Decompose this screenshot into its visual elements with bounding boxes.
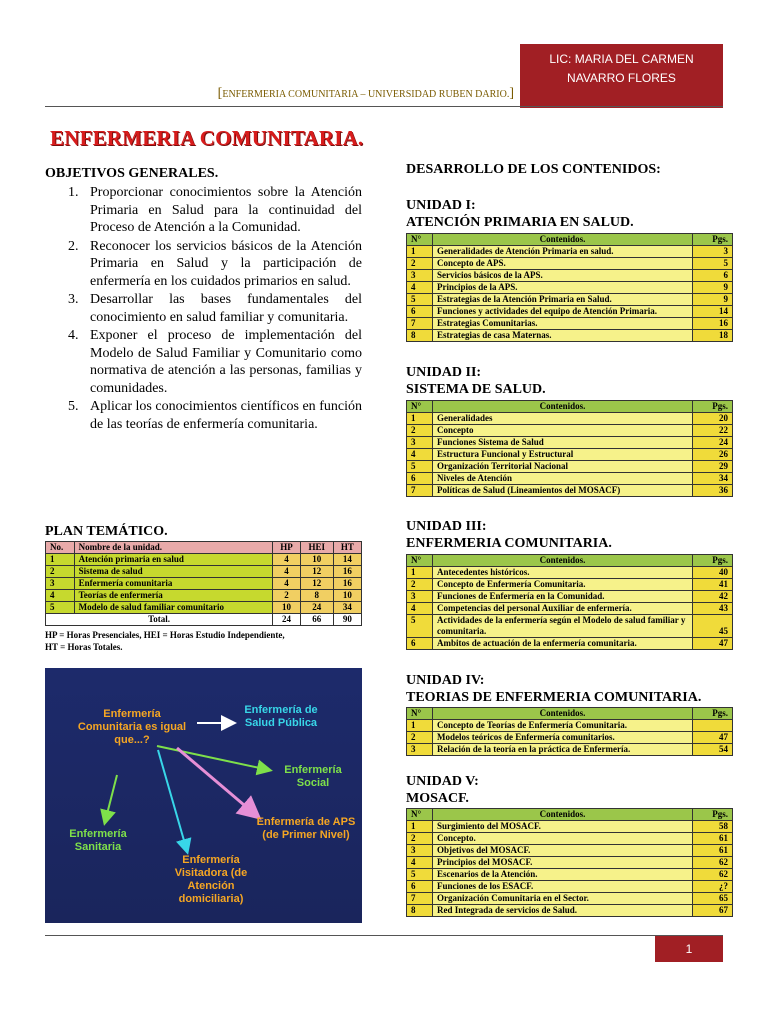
unit-row-pgs: 34 [693, 473, 733, 485]
unit-row-num: 1 [407, 246, 433, 258]
unit-header-num: N° [407, 234, 433, 246]
unit-row-num: 5 [407, 869, 433, 881]
plan-cell: Sistema de salud [74, 566, 273, 578]
unit-row [407, 905, 733, 917]
unit-row-content: Generalidades [433, 413, 693, 425]
plan-cell: 4 [273, 578, 301, 590]
unit-row [407, 720, 733, 732]
unit-row-num: 7 [407, 893, 433, 905]
unit-row-num: 2 [407, 579, 433, 591]
objective-text: Aplicar los conocimientos científicos en función de las teorías de enfermería comunitaria. [90, 399, 362, 432]
unit-row-num: 6 [407, 473, 433, 485]
unit-title [406, 364, 546, 398]
unit-label: UNIDAD I: [406, 198, 476, 213]
unit-row-num: 4 [407, 857, 433, 869]
unit-row-pgs: 18 [693, 330, 733, 342]
plan-header-cell: HP [273, 542, 301, 554]
diagram-salud-publica-label: Enfermería de Salud Pública [244, 704, 318, 729]
unit-row-content: Concepto de Teorías de Enfermería Comunitaria. [433, 720, 693, 732]
unit-label: UNIDAD V: [406, 774, 479, 789]
unit-name: ENFERMERIA COMUNITARIA. [406, 536, 612, 551]
page-title: ENFERMERIA COMUNITARIA. [50, 126, 364, 150]
plan-total-cell: 90 [333, 614, 361, 626]
unit-header-num: N° [407, 555, 433, 567]
unit-header-content: Contenidos. [433, 809, 693, 821]
contents-heading: DESARROLLO DE LOS CONTENIDOS: [406, 162, 661, 177]
plan-row [46, 566, 362, 578]
unit-row-content: Estrategias Comunitarias. [433, 318, 693, 330]
unit-header-pgs: Pgs. [693, 234, 733, 246]
plan-total-cell: 24 [273, 614, 301, 626]
plan-cell: 5 [46, 602, 75, 614]
objective-number: 3. [68, 292, 79, 307]
unit-row-content: Modelos teóricos de Enfermería comunitarios. [433, 732, 693, 744]
plan-row [46, 590, 362, 602]
unit-row-num: 7 [407, 485, 433, 497]
unit-label: UNIDAD IV: [406, 673, 485, 688]
unit-header-num: N° [407, 708, 433, 720]
plan-cell: 16 [333, 566, 361, 578]
unit-table [406, 233, 733, 342]
unit-name: SISTEMA DE SALUD. [406, 382, 546, 397]
plan-header-cell: HT [333, 542, 361, 554]
plan-cell: 12 [300, 578, 333, 590]
unit-row [407, 485, 733, 497]
plan-header-cell: No. [46, 542, 75, 554]
unit-row-pgs: 16 [693, 318, 733, 330]
objective-text: Reconocer los servicios básicos de la Atención Primaria en Salud y la participación de enfermería en los cuidados primarios en salud. [90, 238, 362, 289]
diagram-visitadora-label: Enfermería Visitadora (de Atención domiciliaria) [174, 854, 248, 905]
unit-row-num: 7 [407, 318, 433, 330]
unit-row [407, 567, 733, 579]
unit-row-content: Concepto. [433, 833, 693, 845]
unit-row-pgs: 24 [693, 437, 733, 449]
unit-row-num: 3 [407, 845, 433, 857]
unit-row-pgs [693, 720, 733, 732]
unit-row-pgs: ¿? [693, 881, 733, 893]
unit-name: ATENCIÓN PRIMARIA EN SALUD. [406, 215, 634, 230]
plan-total-cell: 66 [300, 614, 333, 626]
plan-cell: 3 [46, 578, 75, 590]
unit-row-num: 1 [407, 821, 433, 833]
unit-header-row [407, 234, 733, 246]
diagram-aps-label: Enfermería de APS (de Primer Nivel) [256, 816, 356, 841]
unit-row [407, 869, 733, 881]
concept-diagram [45, 668, 362, 923]
unit-row-content: Estructura Funcional y Estructural [433, 449, 693, 461]
unit-row [407, 306, 733, 318]
plan-cell: 4 [46, 590, 75, 602]
objective-text: Proporcionar conocimientos sobre la Atención Primaria en Salud para la continuidad del Proceso de Atención a la Comunidad. [90, 185, 362, 235]
unit-row-content: Actividades de la enfermería según el Modelo de salud familiar y comunitaria. [433, 615, 693, 638]
unit-row-pgs: 22 [693, 425, 733, 437]
plan-cell: 10 [333, 590, 361, 602]
unit-row-content: Niveles de Atención [433, 473, 693, 485]
plan-cell: 14 [333, 554, 361, 566]
unit-row-pgs: 43 [693, 603, 733, 615]
unit-row [407, 893, 733, 905]
plan-cell: 2 [46, 566, 75, 578]
objective-text: Exponer el proceso de implementación del Modelo de Salud Familiar y Comunitario como normativa de atención a las personas, familias y comunidades. [90, 328, 362, 396]
unit-row [407, 413, 733, 425]
author-line-2: NAVARRO FLORES [567, 71, 676, 85]
unit-row-content: Concepto [433, 425, 693, 437]
unit-title [406, 197, 634, 231]
unit-row-pgs: 54 [693, 744, 733, 756]
unit-row-num: 1 [407, 720, 433, 732]
plan-row [46, 578, 362, 590]
unit-row [407, 579, 733, 591]
unit-row-content: Organización Comunitaria en el Sector. [433, 893, 693, 905]
unit-row-num: 5 [407, 461, 433, 473]
diagram-social-label: Enfermería Social [284, 764, 342, 789]
plan-cell: Atención primaria en salud [74, 554, 273, 566]
unit-row-num: 1 [407, 413, 433, 425]
unit-row [407, 857, 733, 869]
unit-row-num: 2 [407, 732, 433, 744]
objective-text: Desarrollar las bases fundamentales del conocimiento en salud familiar y comunitaria. [90, 292, 362, 325]
unit-row-content: Estrategias de casa Maternas. [433, 330, 693, 342]
unit-row-pgs: 3 [693, 246, 733, 258]
unit-row-content: Relación de la teoría en la práctica de Enfermería. [433, 744, 693, 756]
unit-row-content: Funciones y actividades del equipo de Atención Primaria. [433, 306, 693, 318]
plan-header-cell: Nombre de la unidad. [74, 542, 273, 554]
author-line-1: LIC: MARIA DEL CARMEN [549, 52, 694, 66]
plan-note-1: HP = Horas Presenciales, HEI = Horas Estudio Independiente, [45, 630, 285, 640]
unit-header-num: N° [407, 401, 433, 413]
unit-row-pgs: 45 [693, 615, 733, 638]
plan-row [46, 602, 362, 614]
plan-header-row [46, 542, 362, 554]
unit-row [407, 330, 733, 342]
plan-cell: 4 [273, 554, 301, 566]
unit-row-num: 1 [407, 567, 433, 579]
objective-number: 4. [68, 328, 79, 343]
plan-heading: PLAN TEMÁTICO. [45, 524, 168, 539]
unit-header-pgs: Pgs. [693, 401, 733, 413]
plan-cell: 1 [46, 554, 75, 566]
plan-cell: 24 [300, 602, 333, 614]
unit-row [407, 821, 733, 833]
unit-row [407, 437, 733, 449]
arrow-to-visitadora [158, 750, 187, 851]
unit-row-pgs: 9 [693, 282, 733, 294]
unit-row-pgs: 40 [693, 567, 733, 579]
unit-row-content: Funciones de los ESACF. [433, 881, 693, 893]
footer-divider [45, 935, 723, 936]
plan-cell: 8 [300, 590, 333, 602]
unit-row-num: 2 [407, 425, 433, 437]
objective-item [68, 327, 362, 397]
unit-row [407, 473, 733, 485]
unit-row [407, 318, 733, 330]
plan-total-label: Total. [46, 614, 273, 626]
unit-row-num: 8 [407, 330, 433, 342]
plan-cell: Enfermería comunitaria [74, 578, 273, 590]
unit-row-content: Concepto de Enfermería Comunitaria. [433, 579, 693, 591]
header-divider [45, 106, 723, 107]
unit-label: UNIDAD II: [406, 365, 482, 380]
unit-row-content: Funciones Sistema de Salud [433, 437, 693, 449]
unit-row [407, 732, 733, 744]
unit-row [407, 461, 733, 473]
unit-row-num: 6 [407, 881, 433, 893]
unit-row-num: 4 [407, 603, 433, 615]
unit-header-content: Contenidos. [433, 234, 693, 246]
unit-row [407, 294, 733, 306]
unit-row-pgs: 62 [693, 857, 733, 869]
unit-row-pgs: 47 [693, 638, 733, 650]
objective-number: 1. [68, 185, 79, 200]
unit-row-pgs: 6 [693, 270, 733, 282]
unit-row-content: Objetivos del MOSACF. [433, 845, 693, 857]
unit-header-content: Contenidos. [433, 555, 693, 567]
unit-row-content: Red Integrada de servicios de Salud. [433, 905, 693, 917]
plan-cell: 2 [273, 590, 301, 602]
unit-row [407, 591, 733, 603]
unit-row-num: 6 [407, 638, 433, 650]
arrow-to-sanitaria [105, 775, 117, 822]
plan-cell: Teorías de enfermería [74, 590, 273, 602]
unit-header-row [407, 401, 733, 413]
unit-row-pgs: 41 [693, 579, 733, 591]
unit-row [407, 270, 733, 282]
unit-row-pgs: 58 [693, 821, 733, 833]
unit-row-pgs: 5 [693, 258, 733, 270]
unit-row-num: 4 [407, 449, 433, 461]
unit-row [407, 449, 733, 461]
plan-table [45, 541, 362, 626]
unit-row-num: 3 [407, 744, 433, 756]
plan-cell: Modelo de salud familiar comunitario [74, 602, 273, 614]
unit-row-num: 6 [407, 306, 433, 318]
unit-row-pgs: 14 [693, 306, 733, 318]
unit-row-content: Competencias del personal Auxiliar de enfermería. [433, 603, 693, 615]
unit-row [407, 833, 733, 845]
plan-total-row [46, 614, 362, 626]
objective-item [68, 398, 362, 433]
unit-row-num: 8 [407, 905, 433, 917]
unit-row-content: Concepto de APS. [433, 258, 693, 270]
unit-row-content: Antecedentes históricos. [433, 567, 693, 579]
unit-header-row [407, 555, 733, 567]
unit-row-content: Principios del MOSACF. [433, 857, 693, 869]
unit-table [406, 808, 733, 917]
unit-row-content: Estrategias de la Atención Primaria en Salud. [433, 294, 693, 306]
objectives-heading: OBJETIVOS GENERALES. [45, 166, 219, 181]
plan-cell: 4 [273, 566, 301, 578]
plan-notes [45, 629, 285, 653]
plan-header-cell: HEI [300, 542, 333, 554]
header-subtitle: [ENFERMERIA COMUNITARIA – UNIVERSIDAD RUBEN DARIO.] [217, 86, 514, 101]
diagram-sanitaria-label: Enfermería Sanitaria [69, 828, 127, 853]
unit-row-num: 5 [407, 294, 433, 306]
unit-row-content: Principios de la APS. [433, 282, 693, 294]
unit-header-row [407, 708, 733, 720]
arrow-to-social [157, 746, 269, 770]
unit-row [407, 638, 733, 650]
unit-row-pgs: 62 [693, 869, 733, 881]
unit-title [406, 773, 479, 807]
unit-name: MOSACF. [406, 791, 469, 806]
unit-row-pgs: 67 [693, 905, 733, 917]
unit-header-content: Contenidos. [433, 401, 693, 413]
unit-row-content: Surgimiento del MOSACF. [433, 821, 693, 833]
unit-header-content: Contenidos. [433, 708, 693, 720]
unit-row-num: 5 [407, 615, 433, 638]
unit-row-content: Políticas de Salud (Lineamientos del MOSACF) [433, 485, 693, 497]
plan-note-2: HT = Horas Totales. [45, 642, 123, 652]
objective-number: 2. [68, 238, 79, 254]
header-subtitle-text: ENFERMERIA COMUNITARIA – UNIVERSIDAD RUBEN DARIO. [222, 89, 510, 100]
unit-row [407, 258, 733, 270]
unit-row-pgs: 61 [693, 833, 733, 845]
unit-name: TEORIAS DE ENFERMERIA COMUNITARIA. [406, 690, 702, 705]
unit-row-num: 2 [407, 258, 433, 270]
unit-row-num: 3 [407, 591, 433, 603]
unit-row-num: 3 [407, 437, 433, 449]
unit-label: UNIDAD III: [406, 519, 487, 534]
unit-row-content: Funciones de Enfermería en la Comunidad. [433, 591, 693, 603]
unit-row-content: Servicios básicos de la APS. [433, 270, 693, 282]
unit-row-num: 2 [407, 833, 433, 845]
page-number: 1 [655, 936, 723, 962]
unit-row [407, 845, 733, 857]
unit-header-pgs: Pgs. [693, 809, 733, 821]
unit-row-pgs: 47 [693, 732, 733, 744]
unit-title [406, 518, 612, 552]
unit-row-num: 4 [407, 282, 433, 294]
unit-row-pgs: 29 [693, 461, 733, 473]
objective-item [68, 238, 362, 291]
unit-table [406, 554, 733, 650]
plan-cell: 34 [333, 602, 361, 614]
unit-header-pgs: Pgs. [693, 708, 733, 720]
unit-row-pgs: 9 [693, 294, 733, 306]
unit-row-pgs: 36 [693, 485, 733, 497]
unit-row [407, 881, 733, 893]
author-box [520, 44, 723, 108]
plan-row [46, 554, 362, 566]
unit-row-pgs: 61 [693, 845, 733, 857]
unit-row-num: 3 [407, 270, 433, 282]
unit-row-content: Organización Territorial Nacional [433, 461, 693, 473]
unit-row [407, 282, 733, 294]
objectives-list [68, 184, 362, 434]
unit-row [407, 425, 733, 437]
unit-header-num: N° [407, 809, 433, 821]
unit-row [407, 744, 733, 756]
plan-cell: 10 [300, 554, 333, 566]
plan-cell: 10 [273, 602, 301, 614]
unit-row-content: Ambitos de actuación de la enfermería comunitaria. [433, 638, 693, 650]
plan-cell: 12 [300, 566, 333, 578]
objective-item [68, 184, 362, 237]
unit-row [407, 615, 733, 638]
unit-row-content: Generalidades de Atención Primaria en salud. [433, 246, 693, 258]
unit-table [406, 707, 733, 756]
objective-item [68, 291, 362, 326]
unit-header-pgs: Pgs. [693, 555, 733, 567]
unit-title [406, 672, 701, 706]
unit-table [406, 400, 733, 497]
objective-number: 5. [68, 399, 79, 414]
unit-row-pgs: 65 [693, 893, 733, 905]
unit-row-pgs: 26 [693, 449, 733, 461]
unit-row-pgs: 20 [693, 413, 733, 425]
unit-row [407, 603, 733, 615]
unit-row [407, 246, 733, 258]
plan-cell: 16 [333, 578, 361, 590]
unit-row-content: Escenarios de la Atención. [433, 869, 693, 881]
diagram-center-label: Enfermería Comunitaria es igual que...? [77, 708, 187, 746]
unit-header-row [407, 809, 733, 821]
unit-row-pgs: 42 [693, 591, 733, 603]
